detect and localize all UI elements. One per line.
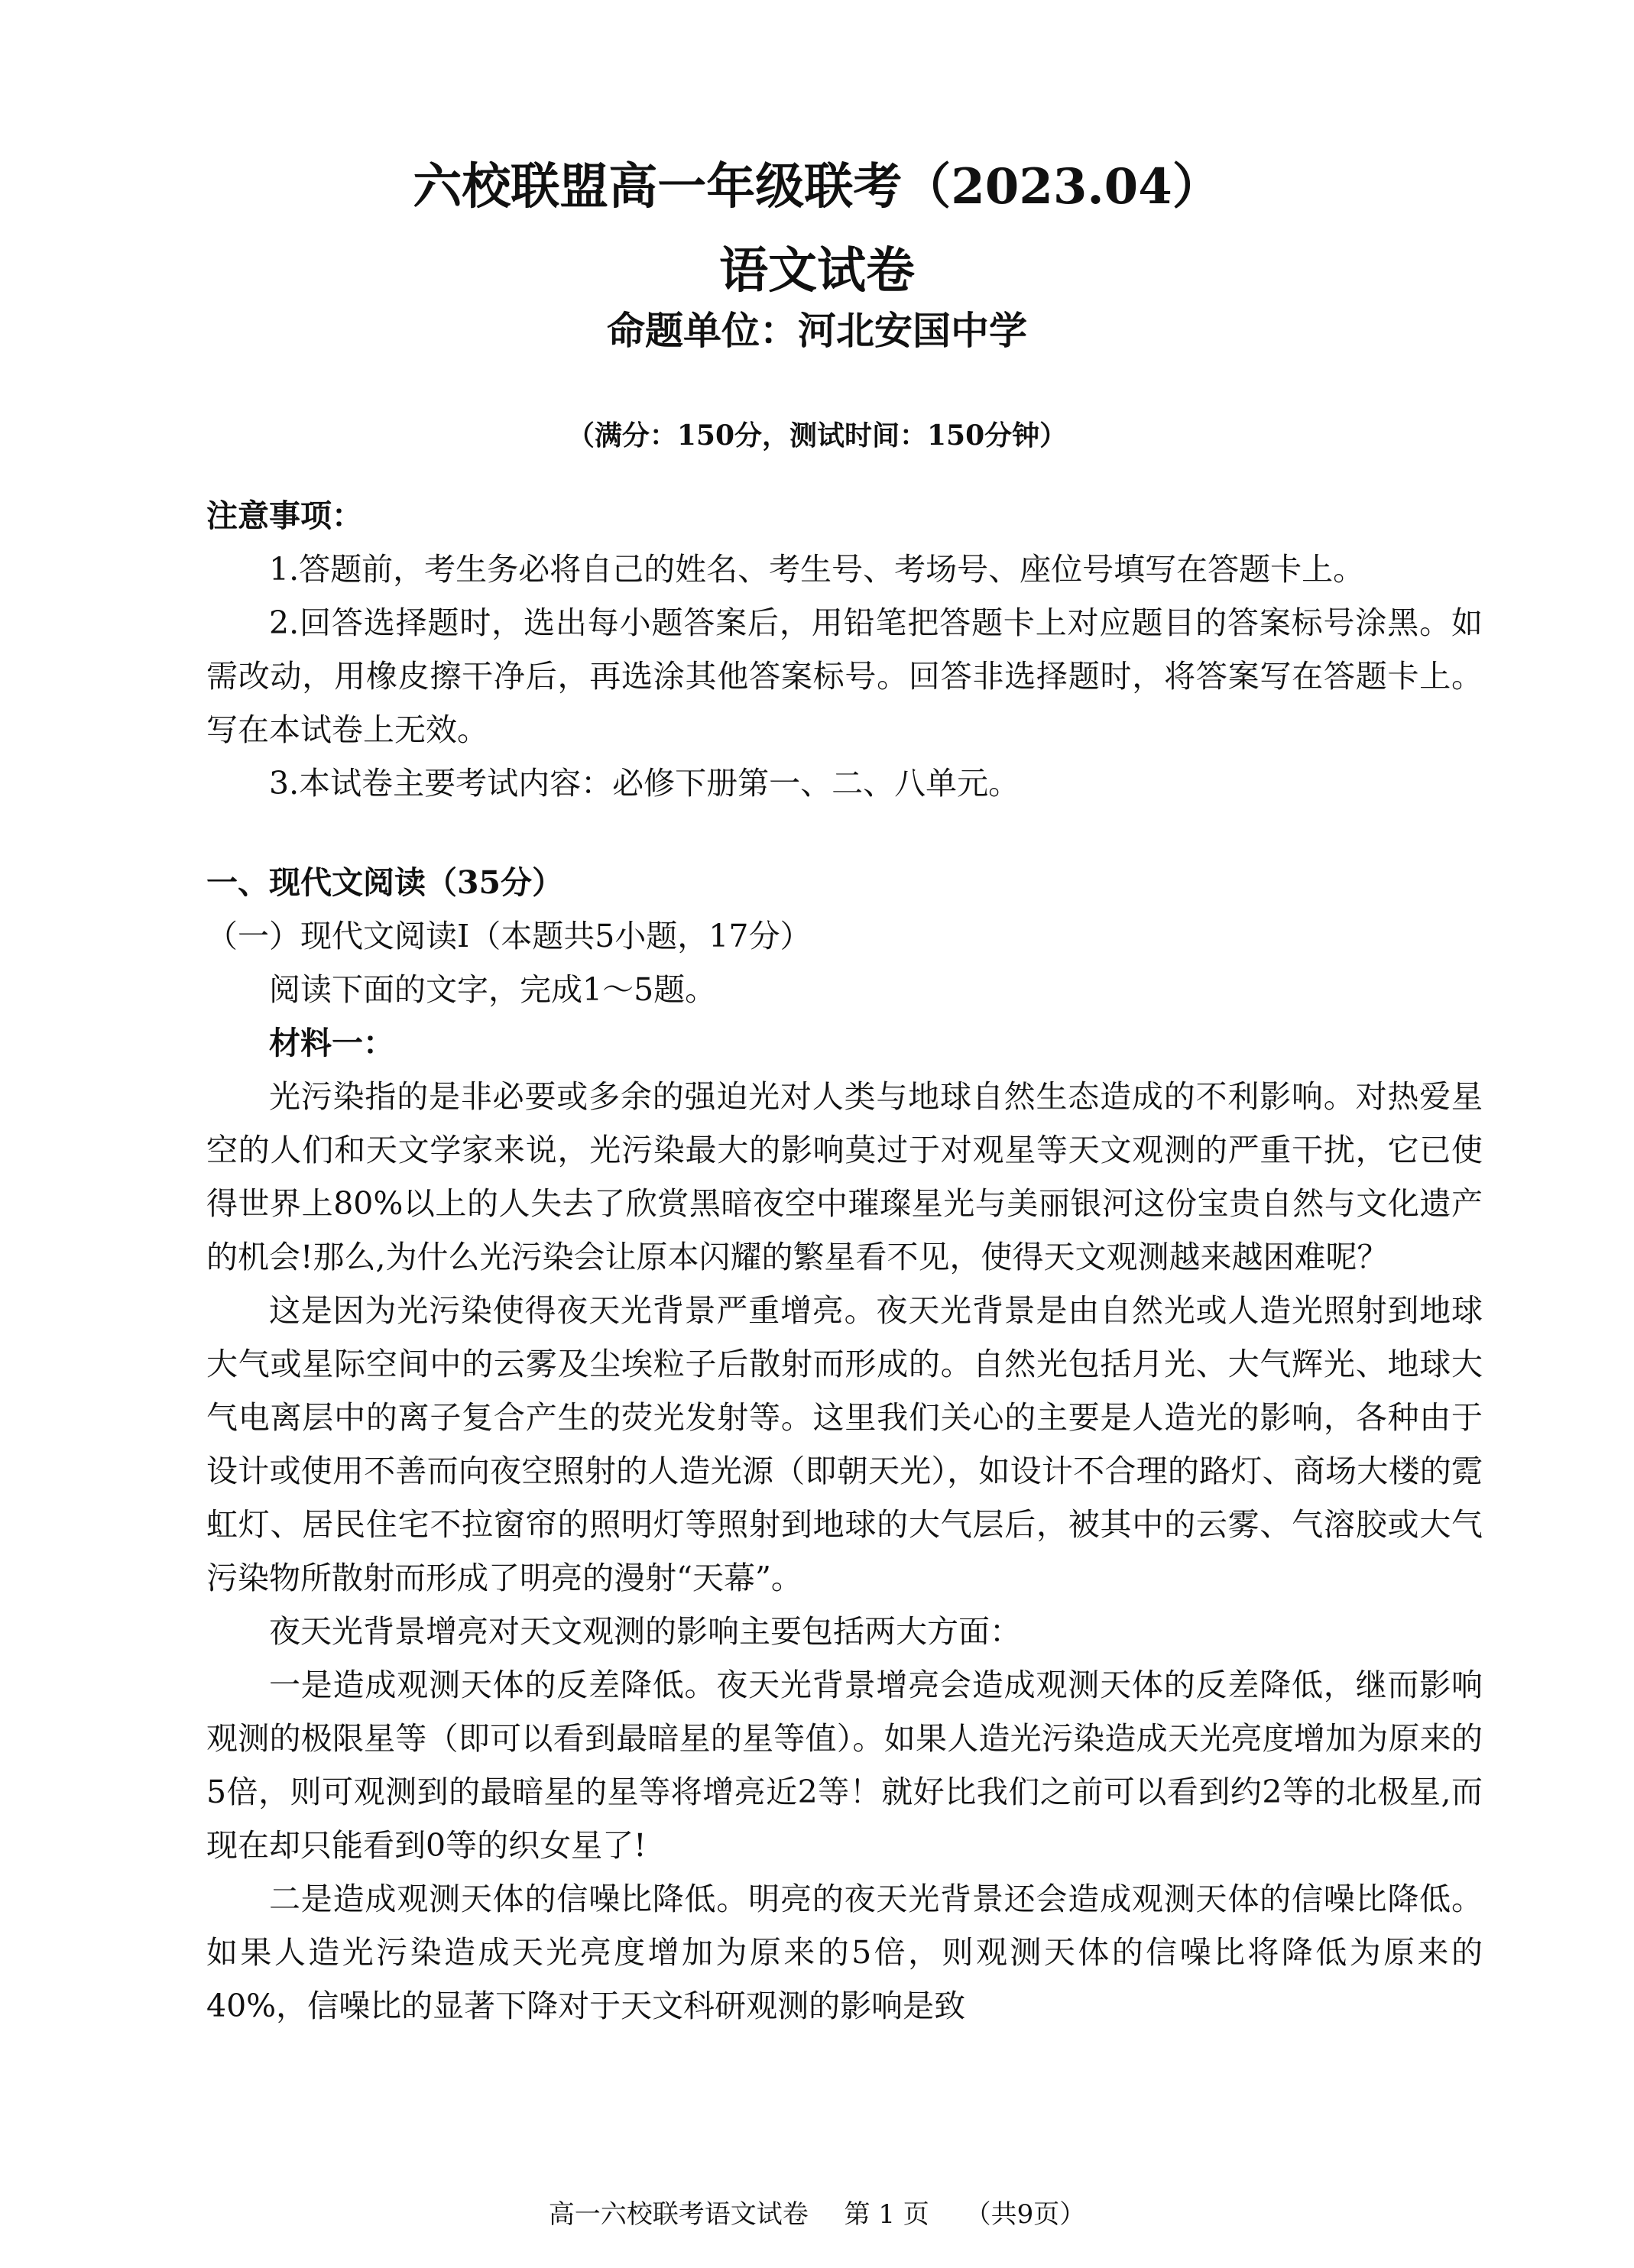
- passage-paragraph: 夜天光背景增亮对天文观测的影响主要包括两大方面：: [269, 1613, 1021, 1650]
- section-gap: [206, 810, 1483, 856]
- passage-paragraph: 二是造成观测天体的信噪比降低。明亮的夜天光背景还会造成观测天体的信噪比降低。如果人造光污染造成天光亮度增加为原来的5倍，则观测天体的信噪比将降低为原来的40%，信噪比的显著下降对于天文科研观测的影响是致: [206, 1881, 1483, 2024]
- sub-section-heading: （一）现代文阅读Ⅰ（本题共5小题，17分）: [206, 918, 812, 954]
- footer-page-total: （共9页）: [965, 2199, 1086, 2230]
- exam-score-time: （满分：150分，测试时间：150分钟）: [566, 420, 1068, 452]
- exam-title: 六校联盟高一年级联考（2023.04）: [413, 158, 1221, 215]
- notice-heading: 注意事项：: [206, 497, 363, 534]
- material-label: 材料一：: [269, 1025, 394, 1061]
- page-footer: [0, 2197, 1634, 2232]
- notice-item: 2.回答选择题时，选出每小题答案后，用铅笔把答题卡上对应题目的答案标号涂黑。如需改动，用橡皮擦干净后，再选涂其他答案标号。回答非选择题时，将答案写在答题卡上。写在本试卷上无效。: [206, 604, 1483, 748]
- passage-paragraph: 一是造成观测天体的反差降低。夜天光背景增亮会造成观测天体的反差降低，继而影响观测的极限星等（即可以看到最暗星的星等值）。如果人造光污染造成天光亮度增加为原来的5倍，则可观测到的最暗星的星等将增亮近2等！就好比我们之前可以看到约2等的北极星,而现在却只能看到0等的织女星了!: [206, 1667, 1483, 1864]
- footer-exam-name: 高一六校联考语文试卷: [548, 2199, 809, 2230]
- reading-instruction: 阅读下面的文字，完成1～5题。: [269, 971, 717, 1008]
- passage-paragraph: 这是因为光污染使得夜天光背景严重增亮。夜天光背景是由自然光或人造光照射到地球大气或星际空间中的云雾及尘埃粒子后散射而形成的。自然光包括月光、大气辉光、地球大气电离层中的离子复合产生的荧光发射等。这里我们关心的主要是人造光的影响，各种由于设计或使用不善而向夜空照射的人造光源（即朝天光），如设计不合理的路灯、商场大楼的霓虹灯、居民住宅不拉窗帘的照明灯等照射到地球的大气层后，被其中的云雾、气溶胶或大气污染物所散射而形成了明亮的漫射“天幕”。: [206, 1292, 1483, 1596]
- exam-subject: 语文试卷: [719, 242, 915, 300]
- notice-item: 1.答题前，考生务必将自己的姓名、考生号、考场号、座位号填写在答题卡上。: [269, 551, 1365, 588]
- footer-page-number: 第 1 页: [844, 2199, 929, 2230]
- section-heading: 一、现代文阅读（35分）: [206, 864, 564, 901]
- passage-paragraph: 光污染指的是非必要或多余的强迫光对人类与地球自然生态造成的不利影响。对热爱星空的人们和天文学家来说，光污染最大的影响莫过于对观星等天文观测的严重干扰，它已使得世界上80%以上的人失去了欣赏黑暗夜空中璀璨星光与美丽银河这份宝贵自然与文化遗产的机会!那么,为什么光污染会让原本闪耀的繁星看不见，使得天文观测越来越困难呢？: [206, 1078, 1483, 1275]
- exam-body: [206, 489, 1483, 2033]
- exam-unit: 命题单位：河北安国中学: [607, 308, 1027, 353]
- notice-item: 3.本试卷主要考试内容：必修下册第一、二、八单元。: [269, 765, 1020, 802]
